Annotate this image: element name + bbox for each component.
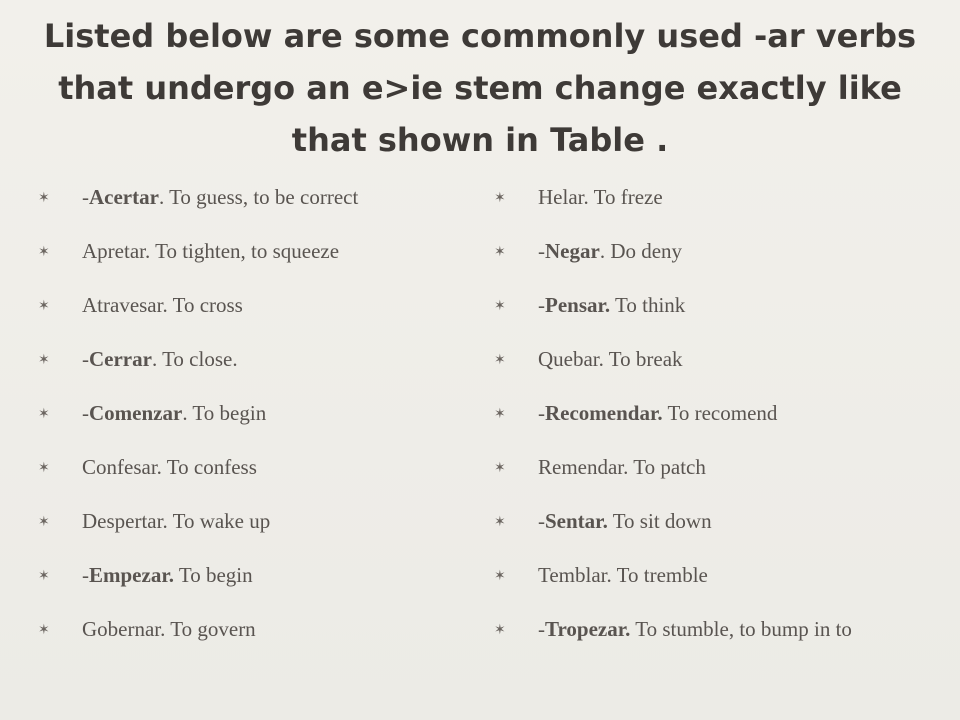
left-verb-list — [38, 184, 458, 670]
star-bullet-icon: ✶ — [38, 514, 50, 530]
verb-term: Tropezar. — [545, 617, 631, 641]
verb-definition: To recomend — [662, 401, 778, 425]
verb-prefix: - — [82, 185, 89, 209]
verb-list-item — [38, 400, 458, 427]
verb-list-item — [38, 562, 458, 589]
verb-definition: . To begin — [182, 401, 267, 425]
verb-prefix: - — [538, 293, 545, 317]
slide-title: Listed below are some commonly used -ar verbs that undergo an e>ie stem change exactly like that shown in Table . — [43, 17, 917, 159]
star-bullet-icon: ✶ — [494, 622, 506, 638]
verb-list-item — [494, 184, 924, 211]
verb-list-item — [494, 238, 924, 265]
verb-list-item — [494, 562, 924, 589]
verb-definition: Apretar. To tighten, to squeeze — [82, 239, 340, 263]
verb-list-item — [38, 454, 458, 481]
verb-list-item — [494, 292, 924, 319]
verb-list-item — [38, 346, 458, 373]
verb-definition: Temblar. To tremble — [538, 563, 708, 587]
verb-prefix: - — [82, 347, 89, 371]
verb-term: Sentar. — [545, 509, 608, 533]
verb-term: Negar — [545, 239, 600, 263]
verb-term: Comenzar — [89, 401, 183, 425]
verb-definition: Quebar. To break — [538, 347, 683, 371]
verb-list-item — [494, 616, 924, 643]
verb-definition: To stumble, to bump in to — [630, 617, 852, 641]
verb-term: Recomendar. — [545, 401, 663, 425]
verb-definition: . To guess, to be correct — [158, 185, 359, 209]
verb-prefix: - — [82, 401, 89, 425]
verb-list-item — [38, 292, 458, 319]
star-bullet-icon: ✶ — [494, 352, 506, 368]
verb-term: Acertar — [89, 185, 159, 209]
verb-prefix: - — [538, 509, 545, 533]
verb-prefix: - — [538, 617, 545, 641]
star-bullet-icon: ✶ — [38, 568, 50, 584]
verb-list-item — [38, 616, 458, 643]
verb-definition: Helar. To freze — [538, 185, 663, 209]
verb-term: Empezar. — [89, 563, 174, 587]
verb-definition: . To close. — [151, 347, 238, 371]
star-bullet-icon: ✶ — [38, 244, 50, 260]
star-bullet-icon: ✶ — [494, 190, 506, 206]
verb-definition: To begin — [173, 563, 253, 587]
verb-list-item — [494, 454, 924, 481]
verb-definition: Remendar. To patch — [538, 455, 706, 479]
verb-definition: To think — [610, 293, 686, 317]
verb-definition: To sit down — [607, 509, 712, 533]
star-bullet-icon: ✶ — [38, 406, 50, 422]
star-bullet-icon: ✶ — [494, 244, 506, 260]
right-verb-list — [494, 184, 924, 670]
verb-definition: . Do deny — [599, 239, 683, 263]
verb-list-item — [494, 508, 924, 535]
verb-prefix: - — [82, 563, 89, 587]
verb-definition: Atravesar. To cross — [82, 293, 243, 317]
verb-list-item — [494, 400, 924, 427]
star-bullet-icon: ✶ — [494, 514, 506, 530]
verb-term: Pensar. — [545, 293, 611, 317]
verb-definition: Gobernar. To govern — [82, 617, 256, 641]
star-bullet-icon: ✶ — [494, 460, 506, 476]
verb-prefix: - — [538, 239, 545, 263]
star-bullet-icon: ✶ — [38, 298, 50, 314]
star-bullet-icon: ✶ — [38, 622, 50, 638]
verb-definition: Despertar. To wake up — [82, 509, 271, 533]
star-bullet-icon: ✶ — [38, 460, 50, 476]
verb-prefix: - — [538, 401, 545, 425]
verb-definition: Confesar. To confess — [82, 455, 257, 479]
verb-list-item — [38, 184, 458, 211]
verb-list-item — [38, 238, 458, 265]
star-bullet-icon: ✶ — [494, 298, 506, 314]
star-bullet-icon: ✶ — [494, 568, 506, 584]
verb-term: Cerrar — [89, 347, 152, 371]
star-bullet-icon: ✶ — [38, 190, 50, 206]
verb-list-item — [494, 346, 924, 373]
verb-list-item — [38, 508, 458, 535]
star-bullet-icon: ✶ — [494, 406, 506, 422]
star-bullet-icon: ✶ — [38, 352, 50, 368]
